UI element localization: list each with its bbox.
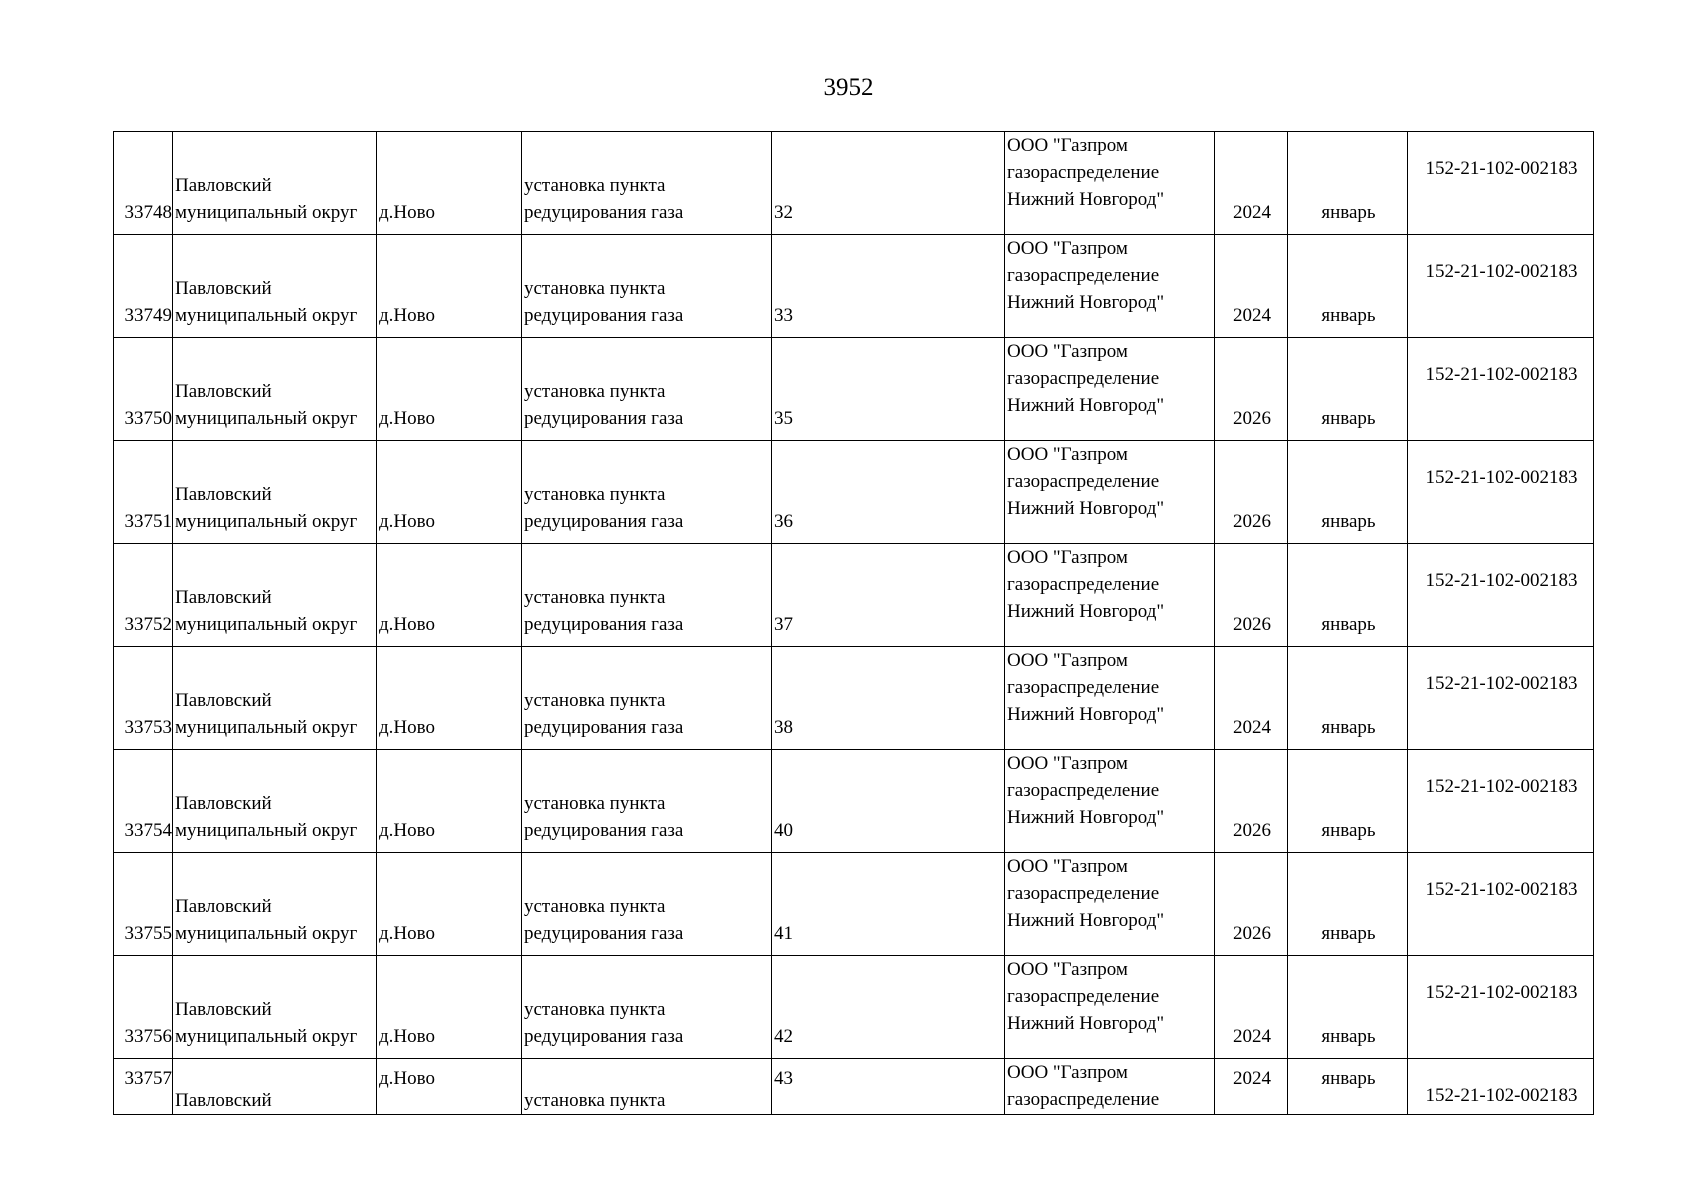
month-cell: январь [1288,1059,1408,1115]
month-cell: январь [1288,750,1408,853]
house-cell: 36 [772,441,1005,544]
village-cell: д.Ново [377,956,522,1059]
row-number: 33757 [114,1059,173,1115]
district-line: муниципальный округ [175,511,358,532]
work-line: редуцирования газа [524,511,684,532]
organization-line: газораспределение [1007,471,1160,492]
organization-cell [1005,441,1215,544]
table-row [114,647,1594,750]
work-line: установка пункта [524,587,666,608]
district-line: Павловский [175,999,272,1020]
district-line: муниципальный округ [175,820,358,841]
code-cell: 152-21-102-002183 [1408,1059,1594,1115]
work-line: установка пункта [524,793,666,814]
district-cell [173,235,377,338]
organization-cell [1005,956,1215,1059]
code-cell: 152-21-102-002183 [1408,647,1594,750]
district-cell [173,544,377,647]
work-line: редуцирования газа [524,408,684,429]
organization-line: ООО "Газпром [1007,341,1128,362]
row-number: 33749 [114,235,173,338]
row-number: 33756 [114,956,173,1059]
district-line: Павловский [175,381,272,402]
village-cell: д.Ново [377,853,522,956]
work-line: редуцирования газа [524,305,684,326]
code-cell: 152-21-102-002183 [1408,750,1594,853]
district-cell [173,441,377,544]
organization-line: газораспределение [1007,1089,1160,1110]
year-cell: 2026 [1215,750,1288,853]
code-cell: 152-21-102-002183 [1408,956,1594,1059]
work-line: установка пункта [524,484,666,505]
village-cell: д.Ново [377,647,522,750]
year-cell: 2024 [1215,956,1288,1059]
row-number: 33754 [114,750,173,853]
district-line: Павловский [175,278,272,299]
month-cell: январь [1288,235,1408,338]
work-line: установка пункта [524,175,666,196]
house-cell: 38 [772,647,1005,750]
year-cell: 2026 [1215,544,1288,647]
code-cell: 152-21-102-002183 [1408,338,1594,441]
district-cell [173,750,377,853]
row-number: 33755 [114,853,173,956]
district-line: муниципальный округ [175,923,358,944]
organization-cell [1005,235,1215,338]
code-cell: 152-21-102-002183 [1408,544,1594,647]
district-cell [173,132,377,235]
work-line: установка пункта [524,896,666,917]
organization-line: ООО "Газпром [1007,444,1128,465]
district-line: Павловский [175,175,272,196]
district-line: муниципальный округ [175,1026,358,1047]
month-cell: январь [1288,544,1408,647]
work-cell [522,544,772,647]
row-number: 33748 [114,132,173,235]
organization-line: Нижний Новгород" [1007,292,1165,313]
work-line: редуцирования газа [524,1026,684,1047]
table-body [114,132,1594,1115]
work-line: редуцирования газа [524,923,684,944]
organization-line: Нижний Новгород" [1007,395,1165,416]
year-cell: 2026 [1215,441,1288,544]
year-cell: 2024 [1215,647,1288,750]
house-cell: 32 [772,132,1005,235]
organization-line: ООО "Газпром [1007,238,1128,259]
village-cell: д.Ново [377,544,522,647]
work-cell [522,956,772,1059]
organization-cell [1005,647,1215,750]
district-cell [173,1059,377,1115]
organization-line: Нижний Новгород" [1007,601,1165,622]
house-cell: 33 [772,235,1005,338]
organization-line: газораспределение [1007,883,1160,904]
work-cell [522,1059,772,1115]
year-cell: 2024 [1215,235,1288,338]
organization-cell [1005,132,1215,235]
organization-line: Нижний Новгород" [1007,807,1165,828]
district-line: муниципальный округ [175,614,358,635]
district-cell [173,647,377,750]
organization-line: ООО "Газпром [1007,959,1128,980]
village-cell: д.Ново [377,235,522,338]
year-cell: 2024 [1215,132,1288,235]
code-cell: 152-21-102-002183 [1408,441,1594,544]
organization-line: газораспределение [1007,265,1160,286]
organization-line: газораспределение [1007,162,1160,183]
work-cell [522,338,772,441]
organization-cell [1005,544,1215,647]
code-cell: 152-21-102-002183 [1408,853,1594,956]
organization-line: ООО "Газпром [1007,753,1128,774]
organization-cell [1005,1059,1215,1115]
work-cell [522,750,772,853]
table-row [114,750,1594,853]
table-row [114,853,1594,956]
village-cell: д.Ново [377,441,522,544]
month-cell: январь [1288,956,1408,1059]
house-cell: 35 [772,338,1005,441]
organization-line: Нижний Новгород" [1007,704,1165,725]
year-cell: 2026 [1215,338,1288,441]
work-line: редуцирования газа [524,202,684,223]
organization-line: ООО "Газпром [1007,547,1128,568]
code-cell: 152-21-102-002183 [1408,132,1594,235]
organization-line: Нижний Новгород" [1007,189,1165,210]
row-number: 33750 [114,338,173,441]
village-cell: д.Ново [377,1059,522,1115]
house-cell: 42 [772,956,1005,1059]
district-line: Павловский [175,690,272,711]
table-row [114,338,1594,441]
organization-line: газораспределение [1007,677,1160,698]
district-line: муниципальный округ [175,408,358,429]
year-cell: 2024 [1215,1059,1288,1115]
organization-line: Нижний Новгород" [1007,498,1165,519]
table-row-partial [114,1059,1594,1115]
organization-line: ООО "Газпром [1007,135,1128,156]
work-line: установка пункта [524,381,666,402]
table-row [114,544,1594,647]
month-cell: январь [1288,338,1408,441]
district-line: Павловский [175,484,272,505]
district-cell [173,853,377,956]
table-row [114,235,1594,338]
month-cell: январь [1288,853,1408,956]
house-cell: 41 [772,853,1005,956]
work-cell [522,132,772,235]
district-line: Павловский [175,793,272,814]
organization-cell [1005,853,1215,956]
house-cell: 40 [772,750,1005,853]
month-cell: январь [1288,132,1408,235]
row-number: 33752 [114,544,173,647]
district-line: Павловский [175,1090,272,1111]
village-cell: д.Ново [377,750,522,853]
organization-line: газораспределение [1007,574,1160,595]
table-row [114,132,1594,235]
work-cell [522,853,772,956]
work-line: редуцирования газа [524,820,684,841]
work-line: редуцирования газа [524,614,684,635]
district-line: муниципальный округ [175,202,358,223]
register-table [113,131,1594,1115]
code-cell: 152-21-102-002183 [1408,235,1594,338]
house-cell: 37 [772,544,1005,647]
work-line: редуцирования газа [524,717,684,738]
year-cell: 2026 [1215,853,1288,956]
organization-line: газораспределение [1007,986,1160,1007]
district-line: Павловский [175,896,272,917]
table-row [114,441,1594,544]
organization-line: газораспределение [1007,368,1160,389]
work-line: установка пункта [524,278,666,299]
work-cell [522,647,772,750]
page-number: 3952 [823,74,874,101]
work-cell [522,441,772,544]
organization-cell [1005,338,1215,441]
row-number: 33753 [114,647,173,750]
work-cell [522,235,772,338]
district-cell [173,338,377,441]
table-row [114,956,1594,1059]
month-cell: январь [1288,441,1408,544]
house-cell: 43 [772,1059,1005,1115]
row-number: 33751 [114,441,173,544]
work-line: установка пункта [524,1090,666,1111]
village-cell: д.Ново [377,132,522,235]
district-line: муниципальный округ [175,717,358,738]
organization-line: газораспределение [1007,780,1160,801]
district-line: муниципальный округ [175,305,358,326]
work-line: установка пункта [524,999,666,1020]
organization-cell [1005,750,1215,853]
work-line: установка пункта [524,690,666,711]
organization-line: ООО "Газпром [1007,856,1128,877]
organization-line: ООО "Газпром [1007,650,1128,671]
district-line: Павловский [175,587,272,608]
month-cell: январь [1288,647,1408,750]
district-cell [173,956,377,1059]
organization-line: Нижний Новгород" [1007,1013,1165,1034]
organization-line: ООО "Газпром [1007,1062,1128,1083]
village-cell: д.Ново [377,338,522,441]
organization-line: Нижний Новгород" [1007,910,1165,931]
